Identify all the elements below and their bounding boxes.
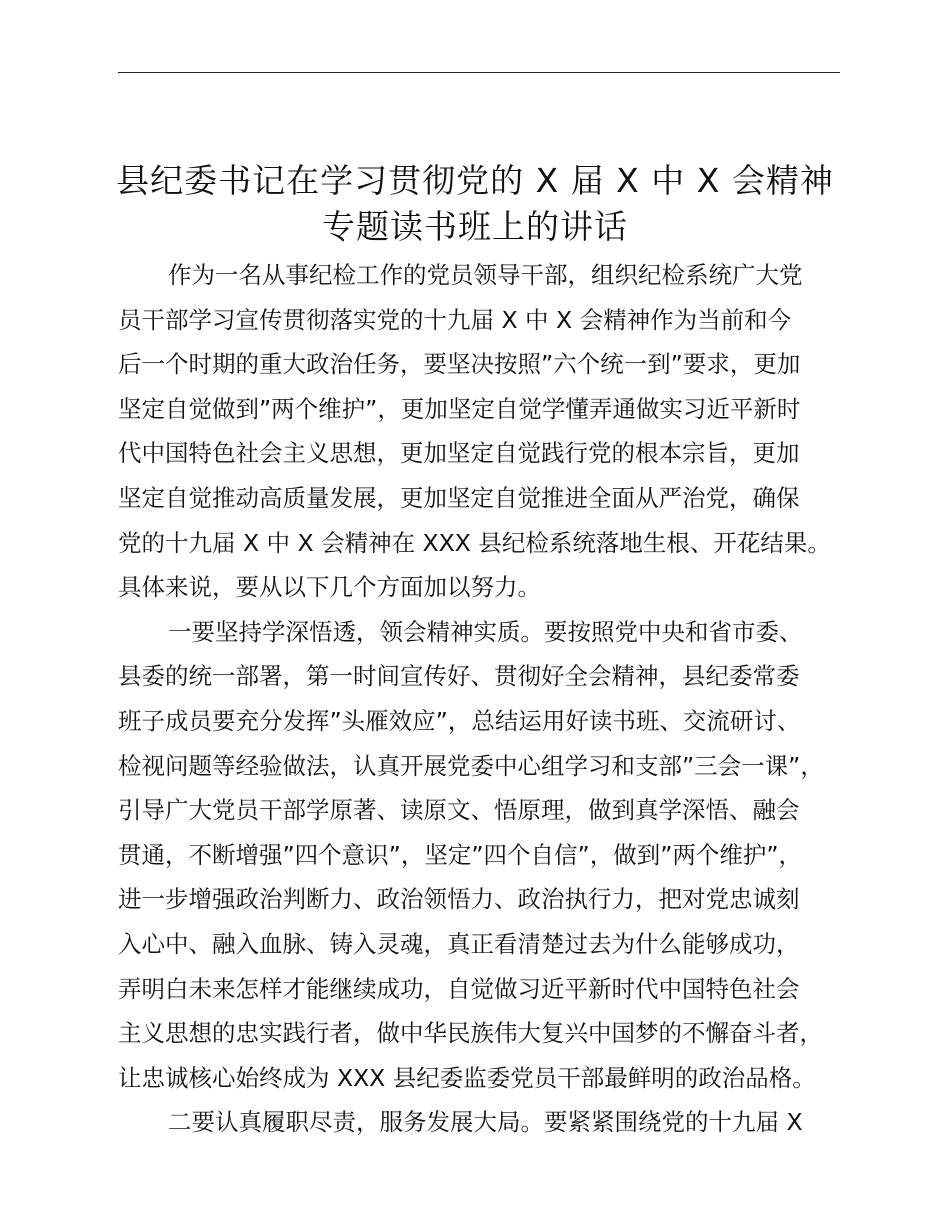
text-line: 让忠诚核心始终成为 XXX 县纪委监委党员干部最鲜明的政治品格。 [118, 1063, 816, 1092]
text-line: 二要认真履职尽责，服务发展大局。要紧紧围绕党的十九届 X [168, 1108, 803, 1137]
paragraph-1 [118, 253, 860, 610]
text-line: 入心中、融入血脉、铸入灵魂，真正看清楚过去为什么能够成功， [118, 929, 800, 958]
document-body [118, 253, 860, 1145]
text-line: 代中国特色社会主义思想，更加坚定自觉践行党的根本宗旨，更加 [118, 439, 800, 468]
text-line: 进一步增强政治判断力、政治领悟力、政治执行力，把对党忠诚刻 [118, 885, 800, 914]
text-line: 班子成员要充分发挥”头雁效应”，总结运用好读书班、交流研讨、 [118, 706, 801, 735]
text-line: 主义思想的忠实践行者，做中华民族伟大复兴中国梦的不懈奋斗者， [118, 1019, 823, 1048]
text-line: 一要坚持学深悟透，领会精神实质。要按照党中央和省市委、 [168, 617, 803, 646]
text-line: 贯通，不断增强”四个意识”，坚定”四个自信”，做到”两个维护”， [118, 840, 803, 869]
text-line: 具体来说，要从以下几个方面加以努力。 [118, 573, 541, 602]
paragraph-3 [118, 1100, 860, 1145]
text-line: 县委的统一部署，第一时间宣传好、贯彻好全会精神，县纪委常委 [118, 662, 800, 691]
text-line: 党的十九届 X 中 X 会精神在 XXX 县纪检系统落地生根、开花结果。 [118, 528, 831, 557]
text-line: 坚定自觉推动高质量发展，更加坚定自觉推进全面从严治党，确保 [118, 483, 800, 512]
title-line: 县纪委书记在学习贯彻党的 X 届 X 中 X 会精神 [116, 161, 834, 201]
text-line: 弄明白未来怎样才能继续成功，自觉做习近平新时代中国特色社会 [118, 974, 800, 1003]
text-line: 检视问题等经验做法，认真开展党委中心组学习和支部”三会一课”， [118, 751, 824, 780]
text-line: 引导广大党员干部学原著、读原文、悟原理，做到真学深悟、融会 [118, 796, 800, 825]
text-line: 坚定自觉做到”两个维护”，更加坚定自觉学懂弄通做实习近平新时 [118, 394, 801, 423]
text-line: 员干部学习宣传贯彻落实党的十九届 X 中 X 会精神作为当前和今 [118, 305, 792, 334]
title-line: 专题读书班上的讲话 [322, 207, 628, 247]
document-title [60, 158, 890, 250]
header-rule [118, 72, 840, 73]
text-line: 作为一名从事纪检工作的党员领导干部，组织纪检系统广大党 [168, 261, 803, 289]
text-line: 后一个时期的重大政治任务，要坚决按照”六个统一到”要求，更加 [118, 350, 801, 379]
paragraph-2 [118, 610, 860, 1101]
